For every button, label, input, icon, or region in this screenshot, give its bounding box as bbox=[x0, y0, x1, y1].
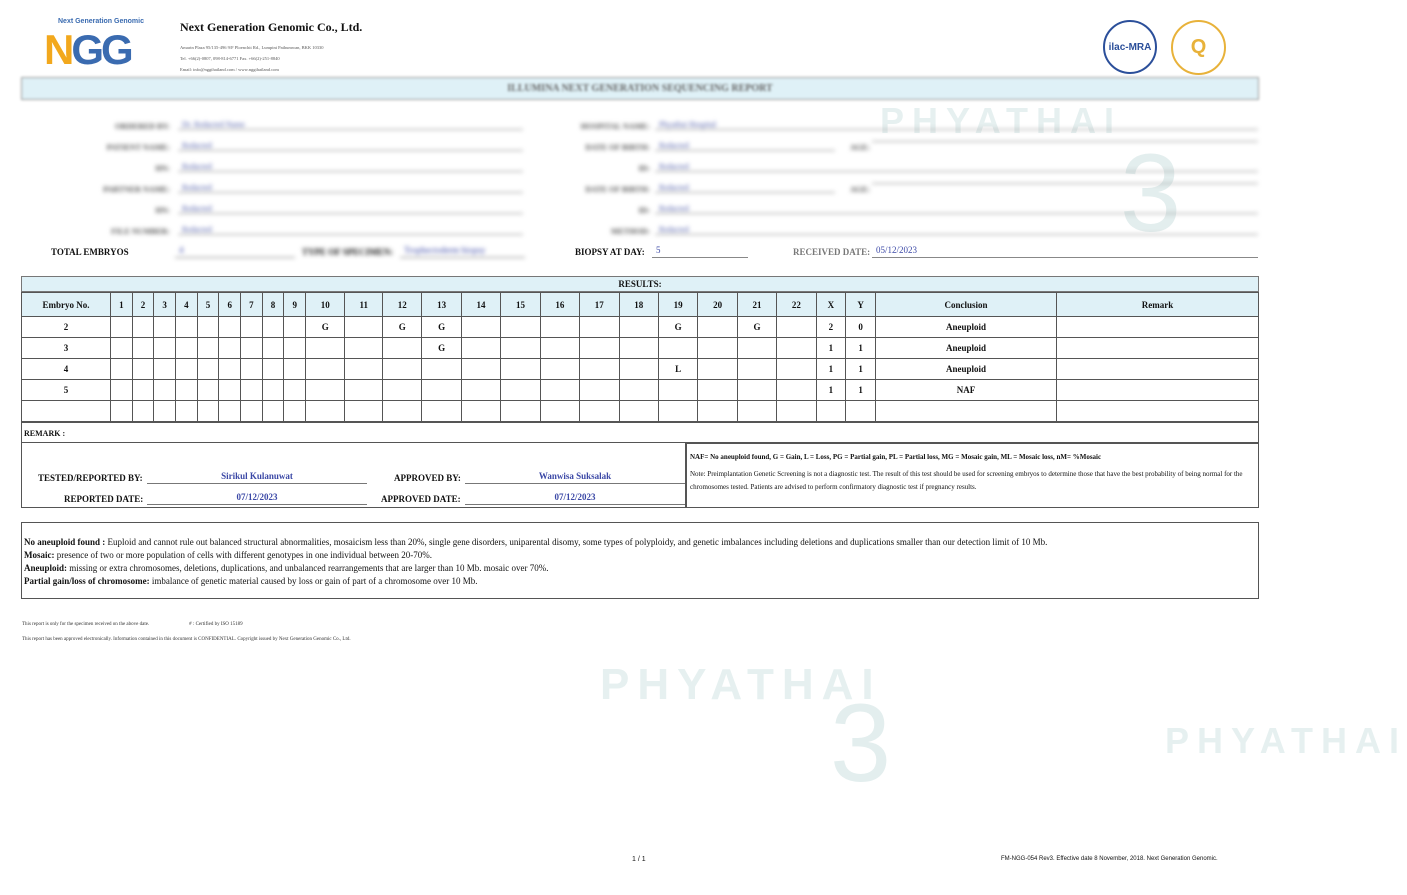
info-label: PATIENT NAME: bbox=[106, 143, 170, 152]
result-cell: 1 bbox=[816, 359, 846, 380]
result-cell bbox=[154, 359, 176, 380]
result-cell bbox=[698, 317, 737, 338]
watermark-digit: 3 bbox=[830, 682, 892, 805]
definitions-box bbox=[21, 522, 1259, 599]
result-cell bbox=[132, 401, 154, 422]
result-cell bbox=[262, 359, 284, 380]
result-cell bbox=[132, 317, 154, 338]
info-value: Redacted bbox=[655, 162, 1258, 172]
definition-item bbox=[24, 549, 1256, 562]
info-label: HN: bbox=[155, 164, 170, 173]
result-cell bbox=[698, 401, 737, 422]
result-cell: 1 bbox=[846, 380, 876, 401]
result-cell bbox=[816, 401, 846, 422]
info-value: Redacted bbox=[178, 141, 523, 151]
result-cell bbox=[345, 317, 383, 338]
result-cell bbox=[111, 401, 133, 422]
result-cell bbox=[461, 401, 500, 422]
result-cell bbox=[382, 359, 421, 380]
results-header-cell: 21 bbox=[737, 293, 776, 317]
info-value: Redacted bbox=[655, 141, 835, 151]
info-value: Redacted bbox=[178, 183, 523, 193]
result-cell bbox=[846, 401, 876, 422]
result-cell bbox=[176, 359, 198, 380]
result-cell bbox=[111, 317, 133, 338]
result-cell bbox=[658, 401, 697, 422]
results-header-cell: 18 bbox=[619, 293, 658, 317]
info-label: PARTNER NAME: bbox=[103, 185, 170, 194]
result-cell bbox=[345, 359, 383, 380]
table-row bbox=[22, 401, 1259, 422]
age-value bbox=[872, 141, 1258, 142]
remark-label: REMARK : bbox=[24, 429, 66, 438]
results-header-cell: Y bbox=[846, 293, 876, 317]
result-cell bbox=[580, 380, 619, 401]
results-header-cell: 7 bbox=[241, 293, 263, 317]
result-cell bbox=[619, 380, 658, 401]
result-cell bbox=[698, 380, 737, 401]
result-cell bbox=[345, 380, 383, 401]
results-header-cell: X bbox=[816, 293, 846, 317]
result-cell bbox=[1057, 359, 1259, 380]
watermark-text: PHYATHAI bbox=[600, 660, 882, 709]
result-cell bbox=[154, 380, 176, 401]
result-cell bbox=[284, 380, 306, 401]
address-line: Email: info@nggthailand.com / www.nggthailand.com bbox=[180, 67, 279, 72]
confidential-note: This report has been approved electronically. Information contained in this document is CONFIDENTIAL. Copyright issued by Next Generation Genomic Co., Ltd. bbox=[22, 637, 351, 642]
results-header-cell: 10 bbox=[306, 293, 345, 317]
total-embryos-label: TOTAL EMBRYOS bbox=[51, 247, 129, 257]
result-cell bbox=[501, 380, 540, 401]
result-cell bbox=[241, 338, 263, 359]
result-cell bbox=[540, 401, 579, 422]
result-cell bbox=[580, 401, 619, 422]
info-value: Redacted bbox=[655, 183, 835, 193]
result-cell bbox=[262, 338, 284, 359]
conclusion-cell: Aneuploid bbox=[876, 359, 1057, 380]
result-cell bbox=[345, 338, 383, 359]
info-label: DATE OF BIRTH: bbox=[585, 185, 650, 194]
result-cell bbox=[540, 317, 579, 338]
definition-text: missing or extra chromosomes, deletions, duplications, and unbalanced rearrangements that are larger than 10 Mb. mosaic over 70%. bbox=[67, 563, 549, 573]
watermark-text-3: PHYATHAI bbox=[880, 100, 1123, 141]
conclusion-cell bbox=[876, 401, 1057, 422]
results-header-cell: 6 bbox=[219, 293, 241, 317]
result-cell: 1 bbox=[816, 338, 846, 359]
result-cell bbox=[176, 317, 198, 338]
biopsy-day-value: 5 bbox=[652, 245, 748, 258]
info-label: HN: bbox=[155, 206, 170, 215]
embryo-number-cell bbox=[22, 401, 111, 422]
result-cell bbox=[284, 317, 306, 338]
result-cell bbox=[306, 401, 345, 422]
result-cell bbox=[501, 338, 540, 359]
definition-term: Aneuploid: bbox=[24, 563, 68, 573]
result-cell bbox=[132, 380, 154, 401]
result-cell bbox=[580, 338, 619, 359]
result-cell bbox=[197, 317, 219, 338]
result-cell bbox=[284, 359, 306, 380]
company-name: Next Generation Genomic Co., Ltd. bbox=[180, 20, 363, 34]
result-cell: G bbox=[422, 338, 461, 359]
remark-row bbox=[21, 422, 1259, 443]
approved-by-value: Wanwisa Suksalak bbox=[465, 471, 685, 484]
definition-item bbox=[24, 562, 1256, 575]
definition-text: Euploid and cannot rule out balanced structural abnormalities, mosaicism less than 20%, single gene disorders, uniparental disomy, some types of polyploidy, and genetic imbalances including deletions and duplications smaller than our detection limit of 10 Mb. bbox=[105, 537, 1048, 547]
specimen-note: This report is only for the specimen received on the above date. # : Certified by ISO 15189 bbox=[22, 622, 243, 627]
definition-term: Mosaic: bbox=[24, 550, 55, 560]
result-cell bbox=[241, 401, 263, 422]
result-cell bbox=[154, 401, 176, 422]
result-cell bbox=[154, 317, 176, 338]
biopsy-day-label: BIOPSY AT DAY: bbox=[575, 247, 645, 257]
result-cell bbox=[176, 380, 198, 401]
result-cell bbox=[1057, 380, 1259, 401]
result-cell bbox=[777, 359, 816, 380]
logo-letter-n: N bbox=[44, 26, 72, 73]
result-cell bbox=[658, 338, 697, 359]
definition-item bbox=[24, 536, 1256, 549]
definition-text: imbalance of genetic material caused by loss or gain of part of a chromosome over 10 Mb. bbox=[149, 576, 478, 586]
results-header-cell: 2 bbox=[132, 293, 154, 317]
logo-letters-gg: GG bbox=[71, 26, 131, 73]
definition-item bbox=[24, 575, 1256, 588]
info-label: ID: bbox=[638, 206, 650, 215]
table-row bbox=[22, 380, 1259, 401]
results-header-cell: 4 bbox=[176, 293, 198, 317]
info-value: Dr. Redacted Name bbox=[178, 120, 523, 130]
reported-date-label: REPORTED DATE: bbox=[64, 494, 144, 504]
company-logo bbox=[40, 18, 145, 76]
result-cell: G bbox=[382, 317, 421, 338]
result-cell: G bbox=[658, 317, 697, 338]
result-cell bbox=[219, 401, 241, 422]
results-header-cell: 22 bbox=[777, 293, 816, 317]
result-cell bbox=[262, 317, 284, 338]
result-cell bbox=[461, 359, 500, 380]
results-header-cell: 13 bbox=[422, 293, 461, 317]
result-cell bbox=[1057, 401, 1259, 422]
result-cell bbox=[540, 338, 579, 359]
result-cell bbox=[132, 359, 154, 380]
result-cell bbox=[461, 338, 500, 359]
conclusion-cell: Aneuploid bbox=[876, 317, 1057, 338]
result-cell bbox=[777, 380, 816, 401]
result-cell bbox=[422, 380, 461, 401]
result-cell bbox=[176, 338, 198, 359]
result-cell bbox=[619, 338, 658, 359]
approved-date-label: APPROVED DATE: bbox=[381, 494, 461, 504]
result-cell bbox=[461, 317, 500, 338]
approved-by-label: APPROVED BY: bbox=[394, 473, 461, 483]
logo-letters bbox=[44, 26, 131, 74]
conclusion-cell: Aneuploid bbox=[876, 338, 1057, 359]
info-value: Redacted bbox=[655, 204, 1258, 214]
result-cell bbox=[580, 359, 619, 380]
result-cell bbox=[461, 380, 500, 401]
logo-tagline: Next Generation Genomic bbox=[58, 18, 144, 25]
received-date-label: RECEIVED DATE: bbox=[793, 247, 871, 257]
result-cell bbox=[219, 359, 241, 380]
result-cell bbox=[197, 401, 219, 422]
result-cell bbox=[262, 380, 284, 401]
result-cell bbox=[111, 380, 133, 401]
result-cell bbox=[132, 338, 154, 359]
results-header-cell: Embryo No. bbox=[22, 293, 111, 317]
result-cell bbox=[176, 401, 198, 422]
results-header-cell: 3 bbox=[154, 293, 176, 317]
result-cell bbox=[382, 380, 421, 401]
result-cell bbox=[111, 359, 133, 380]
info-value: Redacted bbox=[178, 204, 523, 214]
definition-term: No aneuploid found : bbox=[24, 537, 106, 547]
result-cell bbox=[382, 401, 421, 422]
info-label: FILE NUMBER: bbox=[111, 227, 170, 236]
results-header-cell: 14 bbox=[461, 293, 500, 317]
info-label: ID: bbox=[638, 164, 650, 173]
result-cell: 1 bbox=[846, 338, 876, 359]
watermark-digit-2: 3 bbox=[1120, 132, 1182, 255]
info-label: DATE OF BIRTH: bbox=[585, 143, 650, 152]
watermark-text-2: PHYATHAI bbox=[1165, 720, 1407, 761]
definition-text: presence of two or more population of cells with different genotypes in one individual between 20-70%. bbox=[54, 550, 432, 560]
result-cell bbox=[619, 401, 658, 422]
age-label: AGE: bbox=[850, 143, 870, 152]
result-cell bbox=[197, 359, 219, 380]
results-header-cell: 19 bbox=[658, 293, 697, 317]
result-cell bbox=[241, 359, 263, 380]
signature-section bbox=[21, 443, 686, 508]
conclusion-cell: NAF bbox=[876, 380, 1057, 401]
result-cell: 1 bbox=[846, 359, 876, 380]
result-cell bbox=[219, 338, 241, 359]
results-header-cell: Remark bbox=[1057, 293, 1259, 317]
info-value: Redacted bbox=[178, 225, 523, 235]
result-cell bbox=[306, 338, 345, 359]
result-cell bbox=[737, 401, 776, 422]
total-embryos-value: 4 bbox=[175, 245, 295, 258]
result-cell bbox=[1057, 317, 1259, 338]
results-header-cell: Conclusion bbox=[876, 293, 1057, 317]
form-reference: FM-NGG-054 Rev3. Effective date 8 November, 2018. Next Generation Genomic. bbox=[1001, 856, 1218, 862]
embryo-number-cell: 2 bbox=[22, 317, 111, 338]
approved-date-value: 07/12/2023 bbox=[465, 492, 685, 505]
results-table bbox=[21, 292, 1259, 422]
result-cell: G bbox=[306, 317, 345, 338]
result-cell bbox=[241, 317, 263, 338]
result-cell bbox=[777, 401, 816, 422]
result-cell bbox=[619, 317, 658, 338]
screening-note: Note: Preimplantation Genetic Screening is not a diagnostic test. The result of this test should be used for screening embryos to determine those that have the best probability of being normal for the chromosomes tested. Patients are advised to perform confirmatory diagnostic test if pregnancy results. bbox=[690, 470, 1243, 491]
result-cell bbox=[777, 317, 816, 338]
result-cell: G bbox=[737, 317, 776, 338]
embryo-number-cell: 3 bbox=[22, 338, 111, 359]
result-cell bbox=[1057, 338, 1259, 359]
report-title: ILLUMINA NEXT GENERATION SEQUENCING REPORT bbox=[21, 77, 1259, 100]
tested-by-label: TESTED/REPORTED BY: bbox=[38, 473, 143, 483]
result-cell bbox=[197, 380, 219, 401]
results-header-cell: 9 bbox=[284, 293, 306, 317]
ilac-mra-badge: ilac-MRA bbox=[1103, 20, 1157, 74]
result-cell: L bbox=[658, 359, 697, 380]
result-cell bbox=[501, 317, 540, 338]
page-number: 1 / 1 bbox=[632, 856, 646, 863]
address-line: Tel. +66(2)-0807, 098-814-6771 Fax. +66(2)-251-8840 bbox=[180, 56, 280, 61]
result-cell bbox=[219, 317, 241, 338]
results-header-cell: 17 bbox=[580, 293, 619, 317]
specimen-type-value: Trophectoderm biopsy bbox=[400, 245, 525, 258]
results-header-cell: 16 bbox=[540, 293, 579, 317]
results-header-cell: 20 bbox=[698, 293, 737, 317]
results-header-cell: 5 bbox=[197, 293, 219, 317]
result-cell bbox=[580, 317, 619, 338]
table-row bbox=[22, 359, 1259, 380]
info-label: HOSPITAL NAME: bbox=[580, 122, 650, 131]
results-header-cell: 15 bbox=[501, 293, 540, 317]
result-cell bbox=[306, 359, 345, 380]
received-date-value: 05/12/2023 bbox=[872, 245, 1258, 258]
result-cell: G bbox=[422, 317, 461, 338]
result-cell bbox=[345, 401, 383, 422]
result-cell bbox=[737, 380, 776, 401]
result-cell: 0 bbox=[846, 317, 876, 338]
results-header-row bbox=[22, 293, 1259, 317]
abbreviation-legend: NAF= No aneuploid found, G = Gain, L = Loss, PG = Partial gain, PL = Partial loss, MG = Mosaic gain, ML = Mosaic loss, nM= %Mosaic bbox=[690, 453, 1102, 461]
results-title: RESULTS: bbox=[21, 276, 1259, 292]
notes-box bbox=[686, 443, 1259, 508]
embryo-number-cell: 5 bbox=[22, 380, 111, 401]
results-header-cell: 1 bbox=[111, 293, 133, 317]
embryo-number-cell: 4 bbox=[22, 359, 111, 380]
company-address bbox=[180, 42, 400, 75]
info-value: Redacted bbox=[178, 162, 523, 172]
info-value: Redacted bbox=[655, 225, 1258, 235]
table-row bbox=[22, 338, 1259, 359]
result-cell bbox=[306, 380, 345, 401]
result-cell bbox=[422, 401, 461, 422]
result-cell bbox=[382, 338, 421, 359]
result-cell bbox=[197, 338, 219, 359]
result-cell bbox=[241, 380, 263, 401]
info-label: METHOD: bbox=[610, 227, 650, 236]
result-cell bbox=[422, 359, 461, 380]
result-cell: 1 bbox=[816, 380, 846, 401]
result-cell bbox=[154, 338, 176, 359]
result-cell bbox=[111, 338, 133, 359]
result-cell: 2 bbox=[816, 317, 846, 338]
result-cell bbox=[698, 338, 737, 359]
specimen-type-label: TYPE OF SPECIMEN: bbox=[302, 247, 394, 257]
result-cell bbox=[737, 338, 776, 359]
results-header-cell: 12 bbox=[382, 293, 421, 317]
results-header-cell: 11 bbox=[345, 293, 383, 317]
result-cell bbox=[698, 359, 737, 380]
definition-term: Partial gain/loss of chromosome: bbox=[24, 576, 150, 586]
results-header-cell: 8 bbox=[262, 293, 284, 317]
result-cell bbox=[540, 359, 579, 380]
age-label: AGE: bbox=[850, 185, 870, 194]
age-value bbox=[872, 183, 1258, 184]
info-label: ORDERED BY: bbox=[114, 122, 170, 131]
result-cell bbox=[540, 380, 579, 401]
result-cell bbox=[501, 401, 540, 422]
address-line: Amarin Plaza 95/135-496 9/F Ploenchit Rd., Lumpini Pathumwan, BKK 10330 bbox=[180, 45, 324, 50]
result-cell bbox=[658, 380, 697, 401]
result-cell bbox=[501, 359, 540, 380]
table-row bbox=[22, 317, 1259, 338]
oms-quality-badge: Q bbox=[1171, 20, 1226, 75]
tested-by-value: Sirikul Kulanuwat bbox=[147, 471, 367, 484]
result-cell bbox=[737, 359, 776, 380]
result-cell bbox=[262, 401, 284, 422]
info-value: Phyathai Hospital bbox=[655, 120, 1258, 130]
result-cell bbox=[284, 401, 306, 422]
result-cell bbox=[219, 380, 241, 401]
result-cell bbox=[777, 338, 816, 359]
reported-date-value: 07/12/2023 bbox=[147, 492, 367, 505]
result-cell bbox=[619, 359, 658, 380]
result-cell bbox=[284, 338, 306, 359]
